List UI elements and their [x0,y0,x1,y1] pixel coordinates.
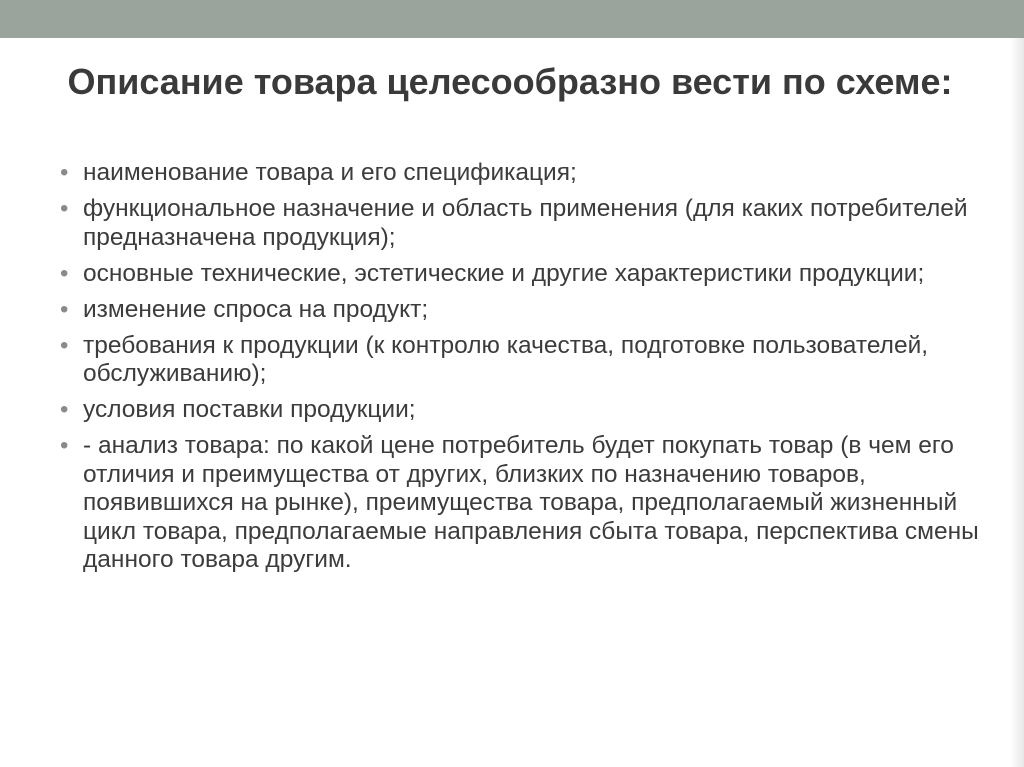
slide-title: Описание товара целесообразно вести по схеме: [67,61,953,102]
list-item-text: функциональное назначение и область применения (для каких потребителей предназначена продукция); [83,195,968,251]
bullet-dot-icon: • [60,259,69,287]
list-item-text: - анализ товара: по какой цене потребитель будет покупать товар (в чем его отличия и преимущества от других, близких по назначению товаров, появившихся на рынке), преимущества товара, предполагаемый жизненный цикл товара, предполагаемые направления сбыта товара, перспектива смены данного товара другим. [83,432,979,573]
list-item [60,260,980,289]
list-item [60,195,980,252]
list-item [60,159,980,188]
bullet-dot-icon: • [60,159,69,186]
bullet-dot-icon: • [60,195,69,222]
bullet-dot-icon: • [60,432,69,459]
list-item-text: основные технические, эстетические и другие характеристики продукции; [83,259,925,287]
bullet-dot-icon: • [60,396,69,423]
top-accent-bar [0,0,1024,38]
list-item-text: требования к продукции (к контролю качества, подготовке пользователей, обслуживанию); [83,331,929,387]
list-item [60,332,980,389]
list-item [60,396,980,425]
list-item [60,432,980,575]
list-item-text: условия поставки продукции; [83,396,416,423]
list-item [60,296,980,325]
list-item-text: наименование товара и его спецификация; [83,159,577,186]
bullet-dot-icon: • [60,295,69,323]
right-edge-shadow [1010,38,1024,767]
bullet-dot-icon: • [60,331,69,359]
list-item-text: изменение спроса на продукт; [83,295,429,323]
bullet-list [60,159,980,582]
